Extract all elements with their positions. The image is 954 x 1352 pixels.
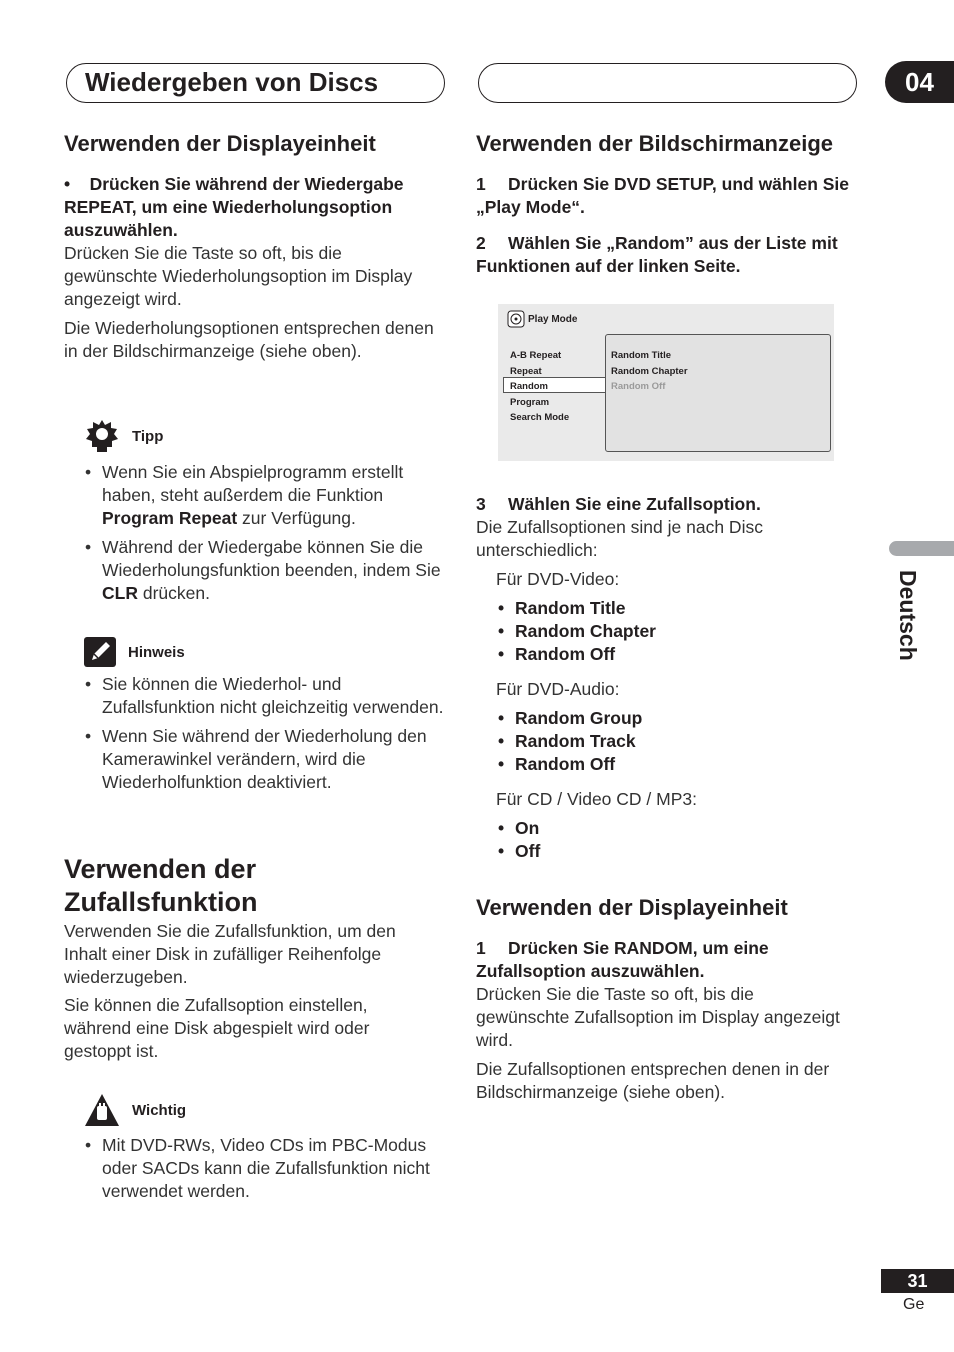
paragraph: Die Zufallsoptionen sind je nach Disc unterschiedlich: [476,517,763,560]
osd-option-dimmed: Random Off [611,381,666,392]
list-item: • Random Off [496,643,656,666]
osd-menu-item: A-B Repeat [510,350,562,361]
osd-menu-item: Program [510,396,550,408]
paragraph: Verwenden Sie die Zufallsfunktion, um den Inhalt einer Disk in zufälliger Reihenfolge wiederzugeben. [64,921,396,987]
header-title-box [66,63,445,103]
paragraph: Sie können die Zufallsoption einstellen, während eine Disk abgespielt wird oder gestoppt ist. [64,995,370,1061]
paragraph: Die Wiederholungsoptionen entsprechen denen in der Bildschirmanzeige (siehe oben). [64,318,434,361]
osd-header: Play Mode [507,310,577,328]
page-number: 31 [881,1269,954,1293]
osd-menu-item-selected: Random [510,381,548,392]
list-item: • Wenn Sie ein Abspielprogramm erstellt haben, steht außerdem die Funktion Program Repeat zur Verfügung. [64,461,444,530]
list-item: • Während der Wiedergabe können Sie die Wiederholungsfunktion beenden, indem Sie CLR drücken. [64,536,444,605]
disc-settings-icon [507,310,525,328]
section-heading-zufallsfunktion: Verwenden der Zufallsfunktion [64,854,258,917]
dvd-video-options [496,597,656,666]
tip-list [64,461,444,605]
section-heading-displayeinheit-random: Verwenden der Displayeinheit [476,895,788,920]
cd-label: Für CD / Video CD / MP3: [496,789,697,809]
tip-header [84,418,163,454]
osd-options-list [611,348,688,395]
step-2: 2 Wählen Sie „Random” aus der Liste mit Funktionen auf der linken Seite. [476,233,838,276]
paragraph: Drücken Sie die Taste so oft, bis die gewünschte Zufallsoption im Display angezeigt wird. [476,984,840,1050]
wichtig-header [84,1093,186,1127]
hinweis-list [64,673,444,794]
list-item: • Off [496,840,540,863]
dvd-audio-options [496,707,642,776]
list-item: • Random Group [496,707,642,730]
section-heading-bildschirmanzeige: Verwenden der Bildschirmanzeige [476,131,834,156]
osd-menu-list [510,348,569,426]
list-item: • Mit DVD-RWs, Video CDs im PBC-Modus oder SACDs kann die Zufallsfunktion nicht verwendet werden. [64,1134,449,1203]
step-1-random: 1 Drücken Sie RANDOM, um eine Zufallsoption auszuwählen. [476,938,769,981]
language-side-label: Deutsch [895,570,921,661]
page-title: Wiedergeben von Discs [85,67,379,97]
chapter-number: 04 [885,61,954,103]
dvd-video-label: Für DVD-Video: [496,569,620,589]
osd-option: Random Chapter [611,365,688,377]
cd-options [496,817,540,863]
pencil-note-icon [84,637,116,667]
list-item: • Random Title [496,597,656,620]
step-1: 1 Drücken Sie DVD SETUP, und wählen Sie „Play Mode“. [476,174,850,217]
osd-menu-item: Search Mode [510,412,570,423]
osd-play-mode-screen [498,304,834,461]
hinweis-header [84,637,185,667]
tip-label: Tipp [132,427,164,445]
osd-option: Random Title [611,350,671,361]
list-item: • Random Off [496,753,642,776]
header-blank-box [478,63,857,103]
osd-menu-item: Repeat [510,365,542,377]
wichtig-label: Wichtig [132,1101,187,1119]
dvd-audio-label: Für DVD-Audio: [496,679,620,699]
list-item: • Sie können die Wiederhol- und Zufallsfunktion nicht gleichzeitig verwenden. [64,673,444,719]
wichtig-list [64,1134,449,1203]
language-code: Ge [903,1296,925,1313]
paragraph: Drücken Sie die Taste so oft, bis die gewünschte Wiederholungsoption im Display angezeigt wird. [64,243,413,309]
side-tab-marker [889,541,954,556]
section-heading-displayeinheit: Verwenden der Displayeinheit [64,131,376,156]
lightbulb-icon [84,418,120,454]
list-item: • On [496,817,540,840]
list-item: • Wenn Sie während der Wiederholung den Kamerawinkel verändern, wird die Wiederholfunktion deaktiviert. [64,725,444,794]
list-item: • Random Track [496,730,642,753]
step-3: 3 Wählen Sie eine Zufallsoption. [476,494,761,514]
paragraph: Die Zufallsoptionen entsprechen denen in der Bildschirmanzeige (siehe oben). [476,1059,830,1102]
hinweis-label: Hinweis [128,643,185,661]
instruction-repeat: • Drücken Sie während der Wiedergabe REPEAT, um eine Wiederholungsoption auszuwählen. [64,174,404,240]
warning-hand-icon [84,1093,120,1127]
list-item: • Random Chapter [496,620,656,643]
